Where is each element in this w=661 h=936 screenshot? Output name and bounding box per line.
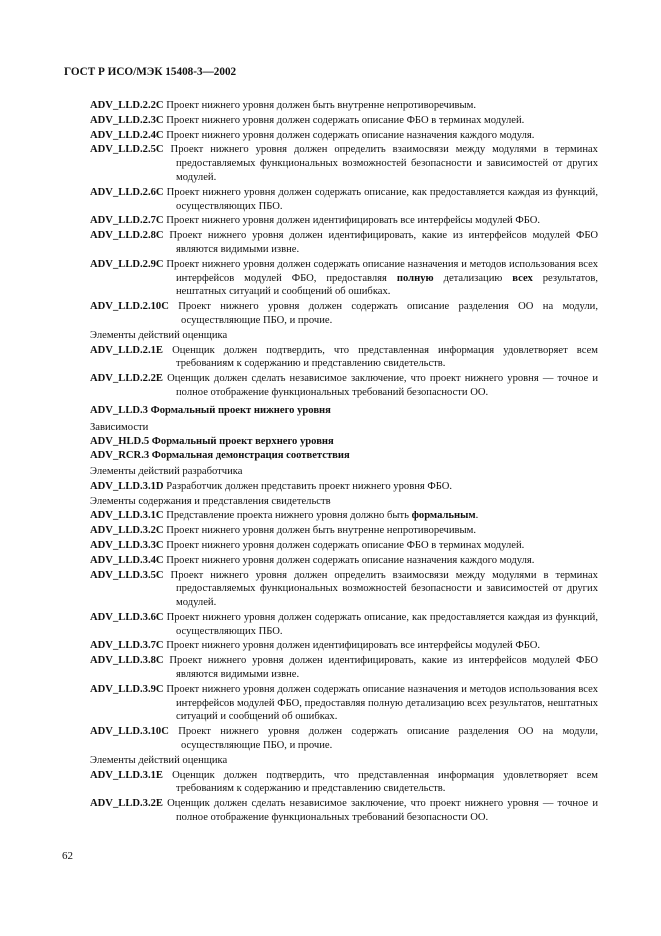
requirement-text: Проект нижнего уровня должен содержать описание, как предоставляется каждая из функций, осуществляющих ПБО. [166,611,598,637]
requirement-item [0,129,598,143]
requirement-code: ADV_LLD.2.8C [90,230,164,242]
requirement-item [0,539,598,553]
requirement-text: Проект нижнего уровня должен содержать описание назначения каждого модуля. [166,129,535,141]
requirement-item [0,258,598,299]
requirement-code: ADV_LLD.3.7C [90,640,164,652]
requirement-item [0,569,598,610]
requirement-code: ADV_LLD.3.2C [90,525,164,537]
requirement-text: Проект нижнего уровня должен содержать описание ФБО в терминах модулей. [166,114,525,126]
requirement-code: ADV_LLD.2.9C [90,258,164,270]
requirement-item [0,524,598,538]
requirement-text: Проект нижнего уровня должен идентифицировать, какие из интерфейсов модулей ФБО являются видимыми извне. [169,230,598,255]
requirement-text: Оценщик должен подтвердить, что представленная информация удовлетворяет всем требованиям к содержанию и представлению свидетельств. [172,769,598,795]
requirement-code: ADV_LLD.3.4C [90,554,164,566]
requirement-code: ADV_LLD.2.7C [90,215,164,227]
requirement-item [0,554,598,568]
emphasis-text: всех [512,272,533,284]
emphasis-text: формальным [411,510,476,522]
requirement-item [0,229,598,257]
requirement-code: ADV_LLD.3.1E [90,769,163,781]
requirement-item [0,99,598,113]
requirement-item [0,344,598,372]
requirement-text: детализацию [433,272,513,284]
requirement-code: ADV_LLD.3.9C [90,683,164,695]
requirement-text: Проект нижнего уровня должен содержать описание назначения и методов использования всех интерфейсов модулей ФБО, предоставляя полную детализацию всех результатов, нештатных ситуаций и сообщений об ошибках. [166,683,598,723]
requirement-item [0,300,598,328]
requirement-item [0,639,598,653]
requirement-code: ADV_LLD.2.6C [90,186,164,198]
page-number: 62 [62,850,73,862]
requirement-code: ADV_LLD.2.10C [90,301,169,313]
requirement-text: Проект нижнего уровня должен быть внутренне непротиворечивым. [166,525,477,537]
evaluator-elements-label: Элементы действий оценщика [90,329,228,341]
requirement-text: Проект нижнего уровня должен определить взаимосвязи между модулями в терминах предоставляемых функциональных возможностей безопасности и зависимостей от других модулей. [170,569,598,609]
requirement-code: ADV_LLD.2.2C [90,100,164,111]
evaluator-elements-label: Элементы действий оценщика [90,754,228,766]
requirement-item [0,769,598,797]
requirement-text: Проект нижнего уровня должен идентифицировать все интерфейсы модулей ФБО. [166,640,541,652]
emphasis-text: полную [396,272,434,284]
requirement-text: Проект нижнего уровня должен содержать описание назначения и методов использования всех интерфейсов модулей ФБО, предоставляя [166,258,598,284]
requirement-text: Проект нижнего уровня должен идентифицировать все интерфейсы модулей ФБО. [166,215,541,227]
dependencies-label: Зависимости [90,421,149,433]
requirement-text: Оценщик должен сделать независимое заключение, что проект нижнего уровня — точное и полное отображение функциональных требований безопасности ОО. [167,373,598,398]
requirement-code: ADV_LLD.2.3C [90,114,164,126]
requirement-item [0,683,598,724]
requirement-code: ADV_LLD.2.2E [90,373,163,385]
dependency-item: ADV_RCR.3 Формальная демонстрация соответствия [90,450,350,462]
developer-elements-label: Элементы действий разработчика [90,465,243,477]
requirement-code: ADV_LLD.2.5C [90,144,164,156]
requirement-code: ADV_LLD.3.8C [90,655,164,667]
document-body [90,99,598,826]
requirement-item [0,114,598,128]
requirement-item [0,611,598,639]
requirement-text: . [475,510,479,522]
requirement-text: Проект нижнего уровня должен быть внутренне непротиворечивым. [166,100,477,111]
requirement-item [0,654,598,682]
requirement-item [0,509,598,523]
document-header: ГОСТ Р ИСО/МЭК 15408-3—2002 [64,66,237,78]
requirement-text: Проект нижнего уровня должен содержать описание ФБО в терминах модулей. [166,539,525,551]
requirement-item [0,480,598,494]
requirement-code: ADV_LLD.3.1D [90,480,164,492]
requirement-text: Оценщик должен подтвердить, что представленная информация удовлетворяет всем требованиям к содержанию и представлению свидетельств. [172,344,598,370]
requirement-text: Проект нижнего уровня должен определить взаимосвязи между модулями в терминах предоставляемых функциональных возможностей безопасности и зависимостей от других модулей. [170,144,598,183]
requirement-code: ADV_LLD.3.2E [90,798,163,810]
requirement-text: Проект нижнего уровня должен содержать описание разделения ОО на модули, осуществляющие ПБО, и прочие. [178,301,598,326]
requirement-code: ADV_LLD.3.6C [90,611,164,623]
requirement-item [0,186,598,214]
requirement-code: ADV_LLD.3.10C [90,726,169,738]
requirement-text: результатов, нештатных ситуаций и сообщений об ошибках. [176,272,598,298]
requirement-item [0,143,598,184]
requirement-text: Проект нижнего уровня должен содержать описание разделения ОО на модули, осуществляющие ПБО, и прочие. [178,726,598,752]
requirement-code: ADV_LLD.3.3C [90,539,164,551]
requirement-item [0,372,598,400]
requirement-item [0,214,598,228]
requirement-item [0,797,598,825]
requirement-text: Оценщик должен сделать независимое заключение, что проект нижнего уровня — точное и полное отображение функциональных требований безопасности ОО. [167,798,598,824]
requirement-text: Представление проекта нижнего уровня должно быть [166,510,412,522]
requirement-text: Разработчик должен представить проект нижнего уровня ФБО. [166,480,453,492]
content-elements-label: Элементы содержания и представления свидетельств [90,495,331,507]
requirement-text: Проект нижнего уровня должен содержать описание назначения каждого модуля. [166,554,535,566]
requirement-item [0,725,598,753]
requirement-code: ADV_LLD.2.1E [90,344,163,356]
requirement-code: ADV_LLD.2.4C [90,129,164,141]
requirement-text: Проект нижнего уровня должен идентифицировать, какие из интерфейсов модулей ФБО являются видимыми извне. [169,655,598,681]
requirement-code: ADV_LLD.3.1C [90,510,164,522]
section-title: ADV_LLD.3 Формальный проект нижнего уровня [90,404,331,416]
dependency-item: ADV_HLD.5 Формальный проект верхнего уровня [90,436,334,448]
requirement-text: Проект нижнего уровня должен содержать описание, как предоставляется каждая из функций, осуществляющих ПБО. [166,186,598,212]
requirement-code: ADV_LLD.3.5C [90,569,164,581]
